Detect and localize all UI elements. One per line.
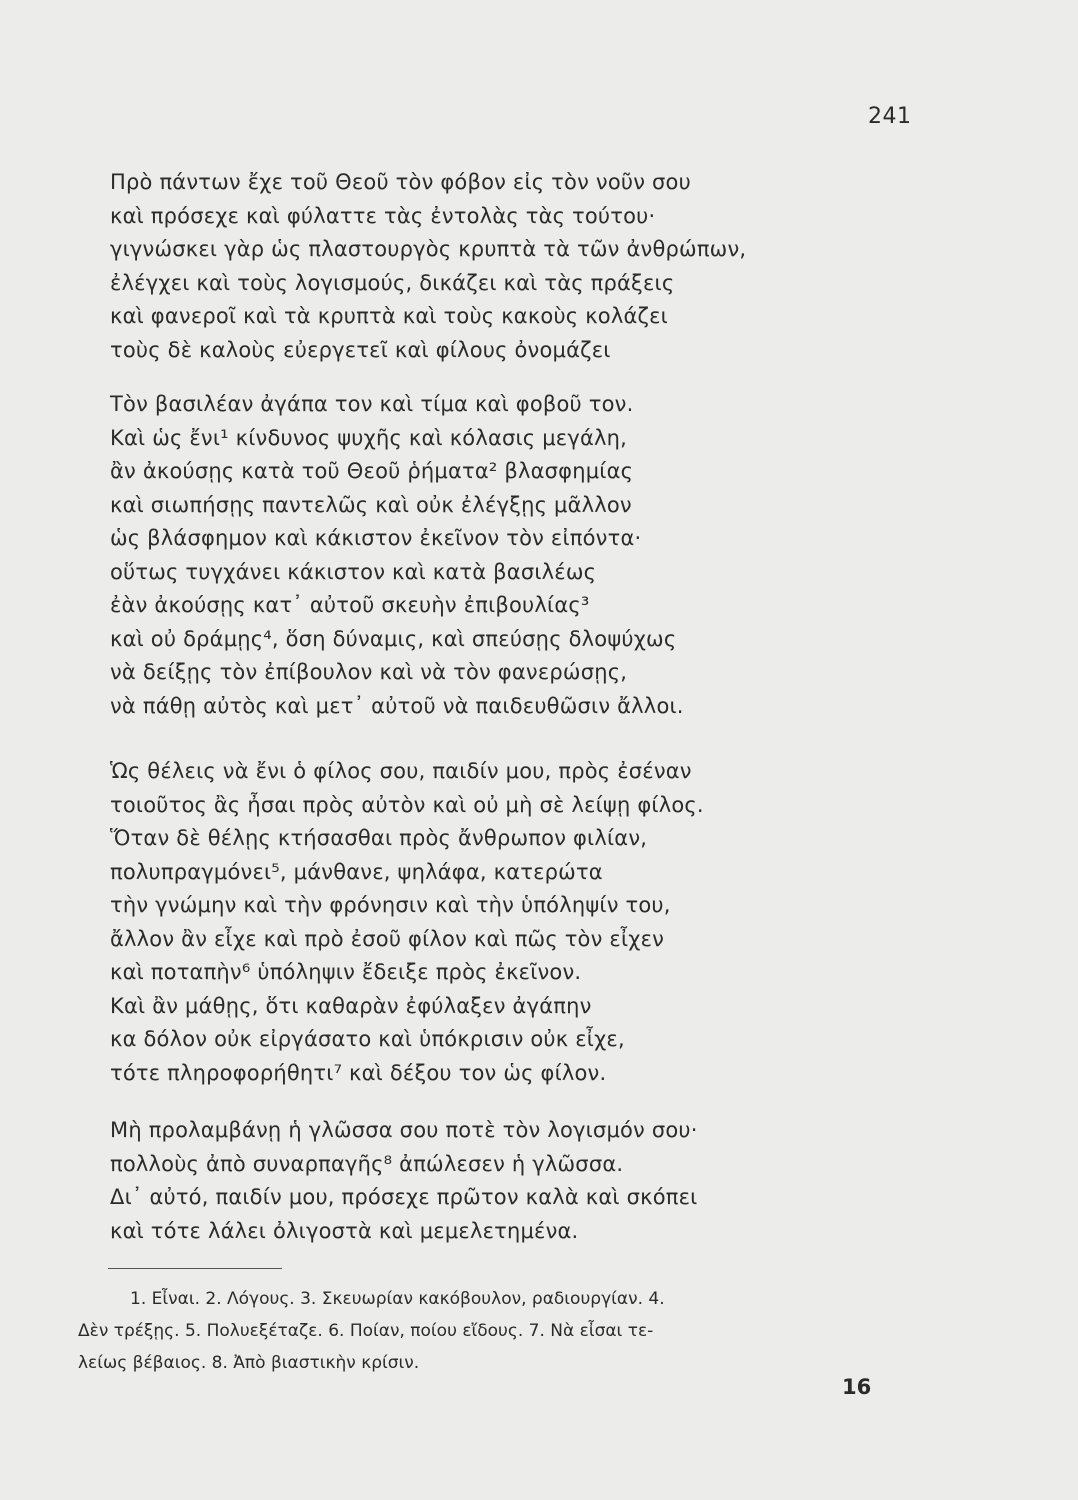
text-line: τότε πληροφορήθητι⁷ καὶ δέξου τον ὡς φίλον. [110, 1060, 607, 1085]
footnote-line: λείως βέβαιος. 8. Ἀπὸ βιαστικὴν κρίσιν. [78, 1353, 420, 1373]
text-line: καὶ τότε λάλει ὀλιγοστὰ καὶ μεμελετημένα. [110, 1218, 579, 1243]
text-line: πολλοὺς ἀπὸ συναρπαγῆς⁸ ἀπώλεσεν ἡ γλῶσσα. [110, 1151, 624, 1176]
text-line: καὶ σιωπήσῃς παντελῶς καὶ οὐκ ἐλέγξῃς μᾶλλον [110, 492, 632, 517]
signature-mark: 16 [842, 1375, 872, 1399]
text-line: ὡς βλάσφημον καὶ κάκιστον ἐκεῖνον τὸν εἰπόντα· [110, 526, 642, 550]
text-line: τὴν γνώμην καὶ τὴν φρόνησιν καὶ τὴν ὑπόληψίν του, [110, 893, 671, 917]
text-line: γιγνώσκει γὰρ ὡς πλαστουργὸς κρυπτὰ τὰ τῶν ἀνθρώπων, [110, 237, 747, 261]
text-line: Μὴ προλαμβάνῃ ἡ γλῶσσα σου ποτὲ τὸν λογισμόν σου· [110, 1118, 698, 1142]
footnote-divider [108, 1268, 282, 1269]
text-line: Τὸν βασιλέαν ἀγάπα τον καὶ τίμα καὶ φοβοῦ τον. [110, 392, 634, 416]
text-line: νὰ δείξῃς τὸν ἐπίβουλον καὶ νὰ τὸν φανερώσῃς, [110, 660, 628, 684]
text-line: Ὡς θέλεις νὰ ἔνι ὁ φίλος σου, παιδίν μου, πρὸς ἐσέναν [110, 759, 692, 783]
stanza-1 [110, 166, 900, 367]
text-line: νὰ πάθῃ αὐτὸς καὶ μετ᾽ αὐτοῦ νὰ παιδευθῶσιν ἄλλοι. [110, 693, 684, 718]
text-line: πολυπραγμόνει⁵, μάνθανε, ψηλάφα, κατερώτα [110, 859, 603, 884]
text-line: ἄλλον ἂν εἶχε καὶ πρὸ ἐσοῦ φίλον καὶ πῶς τὸν εἶχεν [110, 926, 665, 951]
footnote-line: Δὲν τρέξῃς. 5. Πολυεξέταζε. 6. Ποίαν, ποίου εἴδους. 7. Νὰ εἶσαι τε- [78, 1321, 654, 1341]
text-line: καὶ πρόσεχε καὶ φύλαττε τὰς ἐντολὰς τὰς τούτου· [110, 203, 656, 228]
text-line: οὕτως τυγχάνει κάκιστον καὶ κατὰ βασιλέως [110, 559, 597, 584]
text-line: καὶ φανεροῖ καὶ τὰ κρυπτὰ καὶ τοὺς κακοὺς κολάζει [110, 304, 668, 328]
text-line: καὶ οὐ δράμῃς⁴, ὅση δύναμις, καὶ σπεύσῃς δλοψύχως [110, 626, 677, 651]
stanza-4 [110, 1114, 900, 1248]
text-line: κα δόλον οὐκ εἰργάσατο καὶ ὑπόκρισιν οὐκ εἶχε, [110, 1027, 625, 1051]
text-line: Πρὸ πάντων ἔχε τοῦ Θεοῦ τὸν φόβον εἰς τὸν νοῦν σου [110, 170, 691, 194]
text-line: ἐλέγχει καὶ τοὺς λογισμούς, δικάζει καὶ τὰς πράξεις [110, 270, 675, 295]
stanza-2 [110, 388, 900, 723]
text-line: τοιοῦτος ἂς ἦσαι πρὸς αὐτὸν καὶ οὐ μὴ σὲ λείψῃ φίλος. [110, 792, 704, 817]
text-line: Καὶ ἂν μάθῃς, ὅτι καθαρὰν ἐφύλαξεν ἀγάπην [110, 993, 592, 1018]
text-line: Ὅταν δὲ θέλῃς κτήσασθαι πρὸς ἄνθρωπον φιλίαν, [110, 826, 648, 850]
footnotes [78, 1283, 908, 1379]
page-number: 241 [868, 104, 912, 129]
text-line: ἂν ἀκούσῃς κατὰ τοῦ Θεοῦ ῥήματα² βλασφημίας [110, 459, 634, 483]
footnote-line: 1. Εἶναι. 2. Λόγους. 3. Σκευωρίαν κακόβουλον, ραδιουργίαν. 4. [130, 1289, 665, 1309]
stanza-3 [110, 755, 900, 1090]
text-line: ἐὰν ἀκούσῃς κατ᾽ αὐτοῦ σκευὴν ἐπιβουλίας³ [110, 593, 590, 617]
text-line: καὶ ποταπὴν⁶ ὑπόληψιν ἔδειξε πρὸς ἐκεῖνον. [110, 960, 582, 984]
text-line: Καὶ ὡς ἔνι¹ κίνδυνος ψυχῆς καὶ κόλασις μεγάλη, [110, 425, 628, 450]
text-line: τοὺς δὲ καλοὺς εὐεργετεῖ καὶ φίλους ὀνομάζει [110, 337, 611, 362]
text-line: Δι᾽ αὐτό, παιδίν μου, πρόσεχε πρῶτον καλὰ καὶ σκόπει [110, 1185, 698, 1209]
